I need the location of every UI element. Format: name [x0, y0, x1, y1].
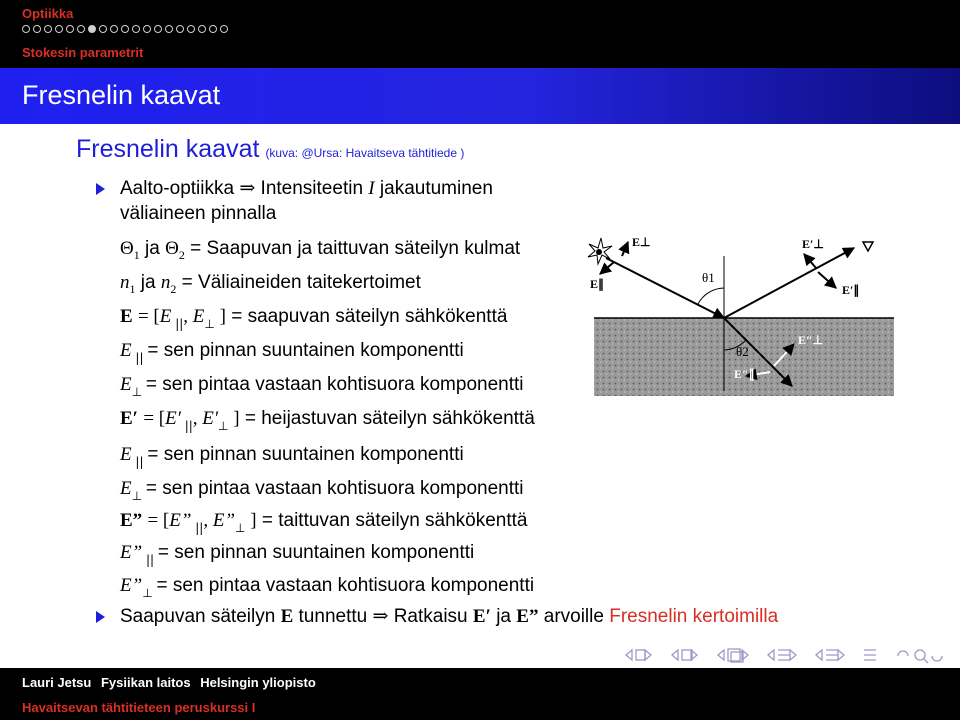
- footer-course[interactable]: Havaitsevan tähtitieteen peruskurssi I: [22, 700, 256, 715]
- def-e-dprime: E” = [E” $_{||}$, $E”_\perp$ ] = taittuvan säteilyn sähkökenttä: [120, 510, 528, 535]
- bullet-arrow-1: [96, 183, 105, 195]
- title-band: [0, 68, 960, 124]
- nav-dot[interactable]: [66, 25, 74, 33]
- label-epp-par: E″∥: [734, 367, 755, 381]
- def-n-join: ja: [140, 272, 156, 293]
- bullet-1-text-c: jakautuminen: [379, 178, 493, 199]
- def-n: $n_1$ ja $n_2$ = Väliaineiden taitekertoimet: [120, 272, 421, 296]
- nav-dot[interactable]: [220, 25, 228, 33]
- bullet-1-text-b: Intensiteetin: [260, 178, 364, 199]
- def-e-par: E $_{||}$ = sen pinnan suuntainen komponentti: [120, 340, 464, 365]
- def-e-prime-par: E $_{||}$ = sen pinnan suuntainen komponentti: [120, 444, 464, 469]
- nav-search-icon: [915, 650, 925, 660]
- nav-slide-icon: [636, 650, 645, 660]
- course-title[interactable]: Optiikka: [22, 6, 74, 21]
- nav-dot[interactable]: [99, 25, 107, 33]
- nav-dot[interactable]: [176, 25, 184, 33]
- def-theta: $\Theta_1$ ja $\Theta_2$ = Saapuvan ja taittuvan säteilyn kulmat: [120, 238, 521, 262]
- bullet-2: [120, 606, 778, 628]
- bullet-2-e: E: [280, 606, 294, 627]
- label-theta2: θ2: [736, 344, 749, 359]
- footer-university[interactable]: Helsingin yliopisto: [200, 675, 316, 690]
- implies-arrow: ⇒: [239, 178, 256, 199]
- label-epp-perp: E″⊥: [798, 333, 824, 347]
- intensity-symbol: I: [368, 178, 375, 199]
- bullet-2-text-e: arvoille: [543, 606, 604, 627]
- slide-navigation-dots[interactable]: [22, 24, 228, 34]
- observer-icon: [863, 242, 873, 251]
- nav-next-icon: [645, 650, 651, 660]
- nav-dot[interactable]: [143, 25, 151, 33]
- nav-dot[interactable]: [132, 25, 140, 33]
- def-theta-text: = Saapuvan ja taittuvan säteilyn kulmat: [190, 238, 521, 259]
- bullet-arrow-2: [96, 611, 105, 623]
- def-e-prime-perp-text: = sen pintaa vastaan kohtisuora komponentti: [145, 478, 524, 499]
- def-e-text: = saapuvan säteilyn sähkökenttä: [231, 306, 508, 327]
- def-e-par-text: = sen pinnan suuntainen komponentti: [147, 340, 464, 361]
- nav-dot[interactable]: [198, 25, 206, 33]
- label-ep-par: E′∥: [842, 283, 860, 297]
- def-e-perp-text: = sen pintaa vastaan kohtisuora komponentti: [145, 374, 524, 395]
- def-e-perp: $E_\perp$ = sen pintaa vastaan kohtisuora komponentti: [120, 374, 524, 399]
- block-title-text: Fresnelin kaavat: [76, 135, 260, 163]
- bullet-2-text-c: Ratkaisu: [393, 606, 468, 627]
- nav-dot[interactable]: [187, 25, 195, 33]
- fresnel-coefficients-link[interactable]: Fresnelin kertoimilla: [609, 606, 779, 627]
- footer-department[interactable]: Fysiikan laitos: [100, 675, 191, 690]
- bullet-1-text-a: Aalto-optiikka: [120, 178, 235, 199]
- nav-dot[interactable]: [77, 25, 85, 33]
- figure-credit: (kuva: @Ursa: Havaitseva tähtitiede ): [265, 146, 465, 160]
- nav-menu-icon: [864, 650, 876, 660]
- def-n-text: = Väliaineiden taitekertoimet: [181, 272, 421, 293]
- nav-dot[interactable]: [44, 25, 52, 33]
- nav-dot[interactable]: [110, 25, 118, 33]
- fresnel-reflection-figure: [584, 226, 894, 396]
- nav-dot[interactable]: [154, 25, 162, 33]
- slide-heading: Fresnelin kaavat: [22, 80, 221, 110]
- def-e-dprime-par: E” $_{||}$ = sen pinnan suuntainen komponentti: [120, 542, 475, 567]
- label-ep-perp: E′⊥: [802, 237, 824, 251]
- label-e-perp: E⊥: [632, 235, 651, 249]
- bullet-2-text-b: tunnettu: [298, 606, 368, 627]
- def-e-dprime-par-text: = sen pinnan suuntainen komponentti: [157, 542, 475, 563]
- nav-dot[interactable]: [55, 25, 63, 33]
- section-title[interactable]: Stokesin parametrit: [22, 45, 144, 60]
- label-theta1: θ1: [702, 270, 715, 285]
- def-e-prime: E′ = [E′ $_{||}$, $E'_\perp$ ] = heijastuvan säteilyn sähkökenttä: [120, 408, 535, 433]
- bullet-2-e-prime: E′: [472, 606, 491, 627]
- def-e-prime-par-text: = sen pinnan suuntainen komponentti: [147, 444, 464, 465]
- nav-back-icon: [898, 651, 908, 656]
- block-title: [76, 135, 464, 164]
- def-e-dprime-perp-text: = sen pintaa vastaan kohtisuora komponentti: [156, 575, 535, 596]
- def-theta-join: ja: [145, 238, 160, 259]
- bullet-2-text-a: Saapuvan säteilyn: [120, 606, 276, 627]
- def-e-prime-perp: $E_\perp$ = sen pintaa vastaan kohtisuora komponentti: [120, 478, 524, 503]
- def-e-prime-text: = heijastuvan säteilyn sähkökenttä: [244, 408, 535, 429]
- bullet-2-text-d: ja: [496, 606, 511, 627]
- nav-dot[interactable]: [121, 25, 129, 33]
- bullet-1-line-2: väliaineen pinnalla: [120, 203, 277, 224]
- nav-dot[interactable]: [209, 25, 217, 33]
- nav-prev-icon: [626, 650, 632, 660]
- implies-arrow-2: ⇒: [372, 606, 389, 627]
- nav-dot[interactable]: [33, 25, 41, 33]
- nav-dot[interactable]: [88, 25, 96, 33]
- label-e-par: E∥: [590, 277, 605, 291]
- header-bar: [0, 0, 960, 68]
- def-e-dprime-perp: $E”_\perp$ = sen pintaa vastaan kohtisuora komponentti: [120, 575, 535, 600]
- bullet-2-e-dprime: E”: [516, 606, 539, 627]
- nav-dot[interactable]: [22, 25, 30, 33]
- def-e: E = [E $_{||}$, $E_\perp$ ] = saapuvan säteilyn sähkökenttä: [120, 306, 508, 331]
- nav-dot[interactable]: [165, 25, 173, 33]
- bullet-1: [120, 178, 493, 200]
- def-e-dprime-text: = taittuvan säteilyn sähkökenttä: [261, 510, 528, 531]
- beamer-navigation-symbols[interactable]: [622, 646, 952, 664]
- footer-author[interactable]: Lauri Jetsu: [22, 675, 92, 690]
- footer-names: [22, 675, 322, 690]
- footer-bar: [0, 668, 960, 720]
